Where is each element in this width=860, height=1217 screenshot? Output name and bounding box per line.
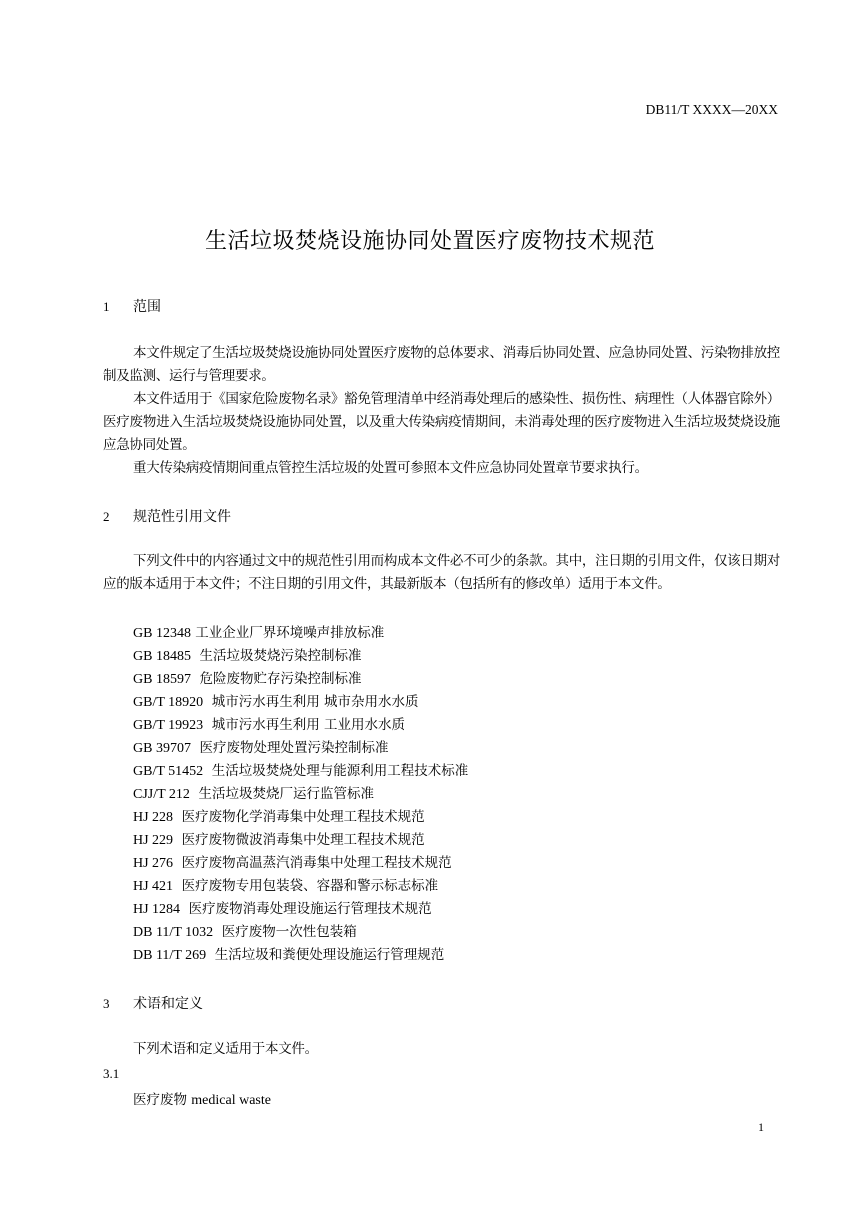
- term-entry: [133, 1088, 271, 1109]
- reference-item: [133, 943, 444, 964]
- term-chinese: 医疗废物: [133, 1092, 187, 1108]
- reference-code: HJ 228: [133, 810, 174, 825]
- section-3-title: 术语和定义: [133, 996, 203, 1012]
- reference-name: 医疗废物化学消毒集中处理工程技术规范: [181, 809, 425, 825]
- document-title: 生活垃圾焚烧设施协同处置医疗废物技术规范: [204, 229, 655, 254]
- document-code: DB11/T XXXX—20XX: [645, 102, 778, 117]
- section-1-number: 1: [103, 299, 110, 314]
- reference-name: 生活垃圾焚烧处理与能源利用工程技术标准: [211, 763, 469, 779]
- reference-code: HJ 229: [133, 833, 174, 848]
- reference-code: DB 11/T 1032: [133, 925, 214, 940]
- reference-name: 生活垃圾焚烧厂运行监管标准: [198, 786, 375, 802]
- reference-code: GB 18485: [133, 649, 191, 664]
- reference-code: GB/T 18920: [133, 695, 204, 710]
- reference-item: [133, 828, 425, 849]
- reference-code: GB 39707: [133, 741, 191, 756]
- reference-item: [133, 805, 425, 826]
- reference-name: 医疗废物消毒处理设施运行管理技术规范: [188, 901, 432, 917]
- scope-paragraph-3: 重大传染病疫情期间重点管控生活垃圾的处置可参照本文件应急协同处置章节要求执行。: [133, 460, 648, 476]
- reference-code: HJ 421: [133, 879, 174, 894]
- section-2-heading: [103, 506, 231, 526]
- reference-name: 城市污水再生利用 工业用水水质: [211, 717, 406, 733]
- reference-item: [133, 851, 452, 872]
- references-intro: 下列文件中的内容通过文中的规范性引用而构成本文件必不可少的条款。其中，注日期的引用文件，仅该日期对应的版本适用于本文件；不注日期的引用文件，其最新版本（包括所有的修改单）适用于本文件。: [103, 553, 780, 592]
- reference-item: [133, 920, 357, 941]
- reference-item: [133, 690, 419, 711]
- reference-code: GB/T 19923: [133, 718, 204, 733]
- reference-name: 医疗废物一次性包装箱: [221, 924, 357, 940]
- reference-name: 生活垃圾和粪便处理设施运行管理规范: [214, 947, 445, 963]
- reference-item: [133, 782, 374, 803]
- reference-name: 医疗废物处理处置污染控制标准: [199, 740, 389, 756]
- reference-code: HJ 1284: [133, 902, 181, 917]
- page-number: 1: [758, 1120, 764, 1134]
- term-english: medical waste: [191, 1093, 271, 1108]
- scope-paragraph-2: 本文件适用于《国家危险废物名录》豁免管理清单中经消毒处理后的感染性、损伤性、病理性（人体器官除外）医疗废物进入生活垃圾焚烧设施协同处置，以及重大传染病疫情期间，未消毒处理的医疗废物进入生活垃圾焚烧设施应急协同处置。: [103, 391, 780, 453]
- section-1-title: 范围: [133, 299, 161, 315]
- reference-item: [133, 736, 389, 757]
- reference-code: HJ 276: [133, 856, 174, 871]
- reference-name: 医疗废物高温蒸汽消毒集中处理工程技术规范: [181, 855, 452, 871]
- reference-item: [133, 713, 405, 734]
- section-2-number: 2: [103, 509, 110, 524]
- section-3-number: 3: [103, 996, 110, 1011]
- reference-name: 医疗废物专用包装袋、容器和警示标志标准: [181, 878, 439, 894]
- reference-code: GB 12348: [133, 626, 191, 641]
- term-number: 3.1: [103, 1066, 120, 1081]
- reference-item: [133, 897, 432, 918]
- reference-code: DB 11/T 269: [133, 948, 207, 963]
- reference-item: [133, 644, 362, 665]
- reference-name: 医疗废物微波消毒集中处理工程技术规范: [181, 832, 425, 848]
- reference-item: [133, 874, 438, 895]
- reference-name: 生活垃圾焚烧污染控制标准: [199, 648, 362, 664]
- reference-code: CJJ/T 212: [133, 787, 190, 802]
- section-1-heading: [103, 296, 161, 316]
- reference-name: 城市污水再生利用 城市杂用水水质: [211, 694, 419, 710]
- reference-item: [133, 621, 384, 642]
- reference-code: GB 18597: [133, 672, 191, 687]
- section-3-heading: [103, 993, 203, 1013]
- reference-item: [133, 667, 362, 688]
- terms-intro: 下列术语和定义适用于本文件。: [133, 1041, 318, 1057]
- reference-name: 工业企业厂界环境噪声排放标准: [195, 625, 385, 641]
- reference-name: 危险废物贮存污染控制标准: [199, 671, 362, 687]
- reference-item: [133, 759, 468, 780]
- reference-code: GB/T 51452: [133, 764, 204, 779]
- section-2-title: 规范性引用文件: [133, 509, 231, 525]
- scope-paragraph-1: 本文件规定了生活垃圾焚烧设施协同处置医疗废物的总体要求、消毒后协同处置、应急协同处置、污染物排放控制及监测、运行与管理要求。: [103, 345, 780, 384]
